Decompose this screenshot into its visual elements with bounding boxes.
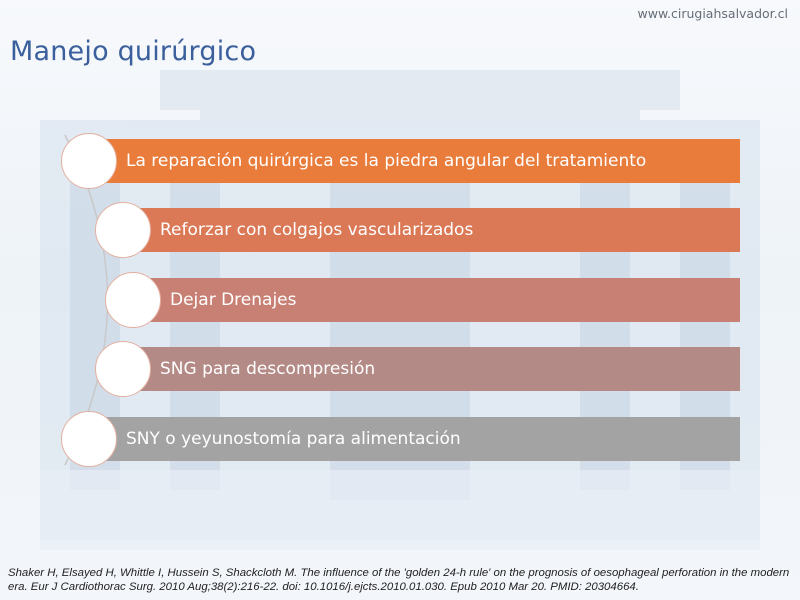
list-item-label: Reforzar con colgajos vascularizados [160,220,474,240]
list-item-bar [80,417,740,461]
list-item-bar [126,278,740,322]
list-item-bullet-circle [61,133,117,189]
reference-citation: Shaker H, Elsayed H, Whittle I, Hussein S, Shackcloth M. The influence of the 'golden 24-h rule' on the prognosis of oesophageal perforation in the modern era. Eur J Cardiothorac Surg. 2010 Aug;38(2):216-22. doi: 10.1016/j.ejcts.2010.01.030. Epub 2010 Mar 20. PMID: 20304664. [8,567,790,593]
list-item-bullet-circle [95,202,151,258]
list-item-bar [80,139,740,183]
list-item-label: Dejar Drenajes [170,290,297,310]
list-item-bar [115,347,740,391]
list-item-label: SNG para descompresión [160,359,376,379]
list-item-bullet-circle [61,411,117,467]
slide-title: Manejo quirúrgico [10,36,257,67]
list-item-bullet-circle [95,341,151,397]
list-item-label: La reparación quirúrgica es la piedra angular del tratamiento [126,151,647,171]
list-item-bullet-circle [105,272,161,328]
list-item-label: SNY o yeyunostomía para alimentación [126,429,461,449]
website-url: www.cirugiahsalvador.cl [637,6,788,21]
list-item-bar [115,208,740,252]
